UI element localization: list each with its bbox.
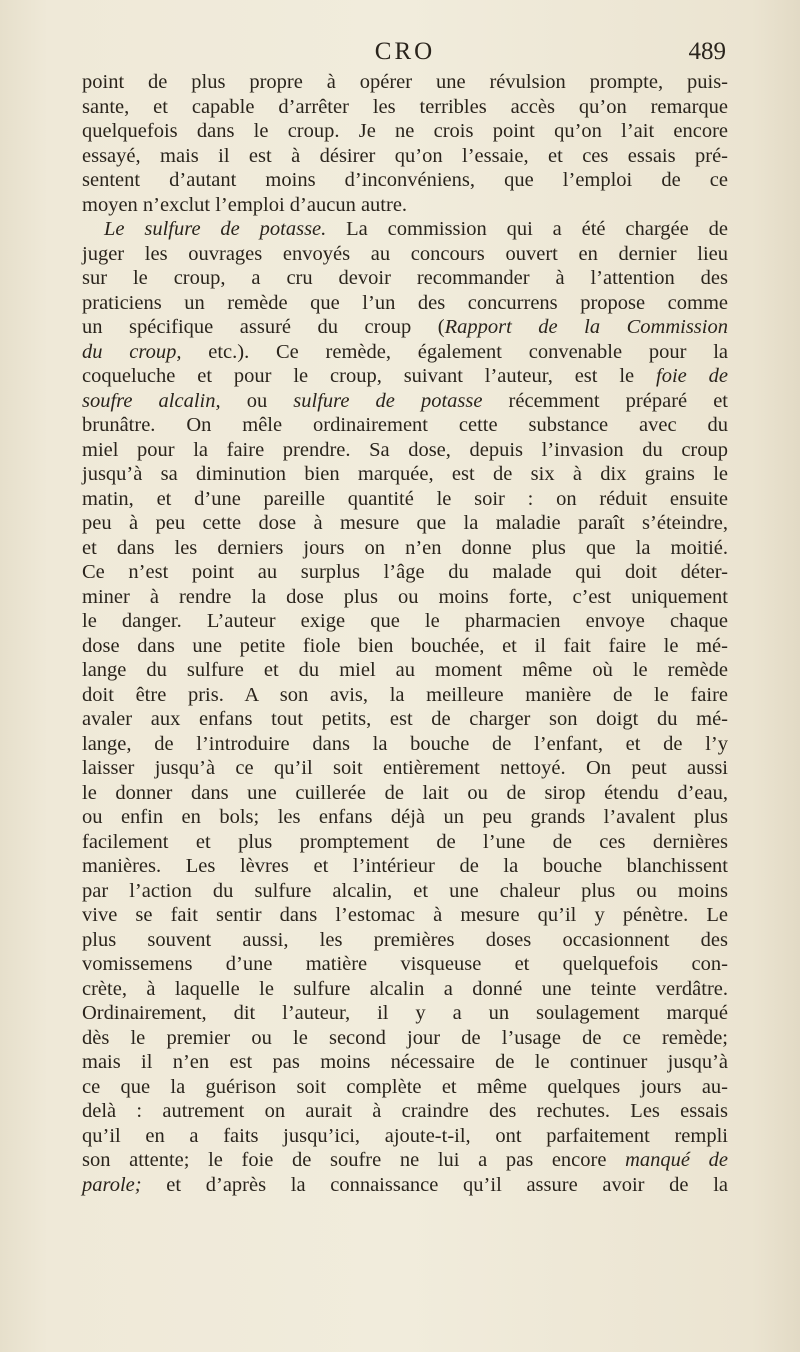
text-line: sentent d’autant moins d’inconvéniens, que l’emploi de ce [82, 169, 728, 191]
text-line: point de plus propre à opérer une révulsion prompte, puis- [82, 71, 728, 93]
text-line: Ce n’est point au surplus l’âge du malade qui doit déter- [82, 561, 728, 583]
text-line: mais il n’en est pas moins nécessaire de le continuer jusqu’à [82, 1051, 728, 1073]
text-line: coqueluche et pour le croup, suivant l’auteur, est le foie de [82, 365, 728, 387]
text-line: juger les ouvrages envoyés au concours ouvert en dernier lieu [82, 242, 728, 265]
text-line: son attente; le foie de soufre ne lui a pas encore manqué de [82, 1149, 728, 1171]
text-line: manières. Les lèvres et l’intérieur de la bouche blanchissent [82, 855, 728, 877]
text-line: sur le croup, a cru devoir recommander à l’attention des [82, 267, 728, 289]
text-line: du croup, etc.). Ce remède, également convenable pour la [82, 340, 728, 363]
text-line: doit être pris. A son avis, la meilleure manière de le faire [82, 683, 728, 706]
text-line: sante, et capable d’arrêter les terribles accès qu’on remarque [82, 95, 728, 118]
text-line: quelquefois dans le croup. Je ne crois point qu’on l’ait encore [82, 120, 728, 142]
italic-run: sulfure de potasse [293, 389, 483, 412]
italic-run: Le sulfure de potasse. [104, 218, 327, 240]
text-line: brunâtre. On mêle ordinairement cette substance avec du [82, 414, 728, 436]
text-line: le donner dans une cuillerée de lait ou de sirop étendu d’eau, [82, 781, 728, 804]
text-line: miel pour la faire prendre. Sa dose, depuis l’invasion du croup [82, 438, 728, 461]
running-head: CRO [374, 38, 436, 65]
text-line: jusqu’à sa diminution bien marquée, est de six à dix grains le [82, 463, 728, 485]
text-line: facilement et plus promptement de l’une de ces dernières [82, 830, 728, 853]
text-line: essayé, mais il est à désirer qu’on l’essaie, et ces essais pré- [82, 144, 728, 167]
text-line: le danger. L’auteur exige que le pharmacien envoye chaque [82, 610, 728, 632]
italic-run: Rapport de la Commission [444, 316, 728, 338]
italic-run: parole; [82, 1173, 142, 1196]
text-line: delà : autrement on aurait à craindre des rechutes. Les essais [82, 1100, 728, 1122]
text-line: avaler aux enfans tout petits, est de charger son doigt du mé- [82, 708, 728, 730]
page-number: 489 [688, 38, 726, 65]
text-line: parole; et d’après la connaissance qu’il assure avoir de la [82, 1173, 728, 1196]
text-line: peu à peu cette dose à mesure que la maladie paraît s’éteindre, [82, 512, 728, 534]
text-line: moyen n’exclut l’emploi d’aucun autre. [82, 193, 408, 216]
text-line: un spécifique assuré du croup (Rapport de la Commission [82, 316, 728, 338]
italic-run: foie de [656, 365, 728, 387]
text-line: par l’action du sulfure alcalin, et une chaleur plus ou moins [82, 879, 728, 902]
text-line: matin, et d’une pareille quantité le soir : on réduit ensuite [82, 487, 728, 510]
italic-run: soufre alcalin, [82, 389, 221, 412]
text-line: vomissemens d’une matière visqueuse et quelquefois con- [82, 953, 728, 975]
text-line: et dans les derniers jours on n’en donne plus que la moitié. [82, 536, 728, 559]
text-line: qu’il en a faits jusqu’ici, ajoute-t-il, ont parfaitement rempli [82, 1124, 728, 1147]
text-line: Ordinairement, dit l’auteur, il y a un soulagement marqué [82, 1002, 728, 1024]
text-line: soufre alcalin, ou sulfure de potasse récemment préparé et [82, 389, 728, 412]
text-line: lange du sulfure et du miel au moment même où le remède [82, 659, 728, 681]
text-line: laisser jusqu’à ce qu’il soit entièrement nettoyé. On peut aussi [82, 757, 728, 779]
text-line: Le sulfure de potasse. La commission qui a été chargée de [104, 218, 728, 240]
text-line: vive se fait sentir dans l’estomac à mesure qu’il y pénètre. Le [82, 904, 728, 926]
text-line: miner à rendre la dose plus ou moins forte, c’est uniquement [82, 585, 728, 608]
text-line: praticiens un remède que l’un des concurrens propose comme [82, 291, 728, 314]
text-line: ce que la guérison soit complète et même quelques jours au- [82, 1075, 728, 1098]
text-line: plus souvent aussi, les premières doses occasionnent des [82, 928, 728, 951]
body-text [82, 70, 728, 1197]
text-line: lange, de l’introduire dans la bouche de l’enfant, et de l’y [82, 732, 728, 755]
text-line: dose dans une petite fiole bien bouchée, et il fait faire le mé- [82, 634, 728, 657]
italic-run: du croup, [82, 340, 182, 363]
page-header [84, 38, 726, 70]
text-line: ou enfin en bols; les enfans déjà un peu grands l’avalent plus [82, 806, 728, 828]
text-line: dès le premier ou le second jour de l’usage de ce remède; [82, 1026, 728, 1049]
text-line: crète, à laquelle le sulfure alcalin a donné une teinte verdâtre. [82, 977, 728, 1000]
italic-run: manqué de [625, 1149, 728, 1171]
